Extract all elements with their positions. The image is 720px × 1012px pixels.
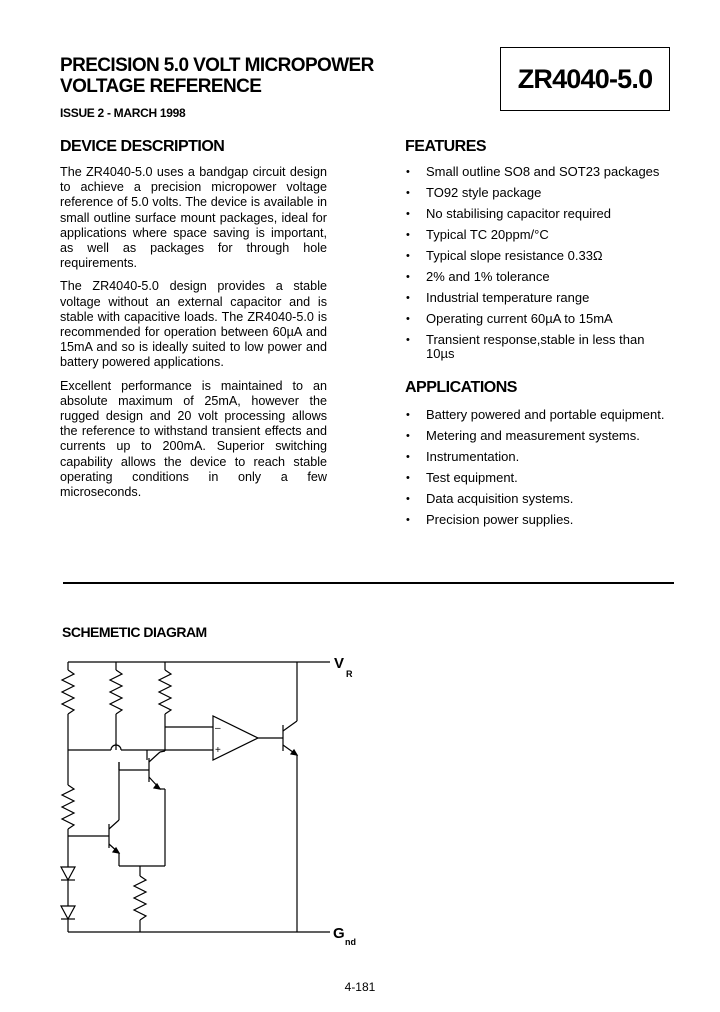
feature-item: • TO92 style package bbox=[405, 186, 675, 200]
application-item: • Data acquisition systems. bbox=[405, 492, 675, 506]
feature-item: • Typical TC 20ppm/°C bbox=[405, 228, 675, 242]
opamp-minus: – bbox=[215, 723, 221, 734]
features-heading: FEATURES bbox=[405, 138, 487, 155]
feature-item: • Typical slope resistance 0.33Ω bbox=[405, 249, 675, 263]
feature-item: • Small outline SO8 and SOT23 packages bbox=[405, 165, 675, 179]
application-item: • Test equipment. bbox=[405, 471, 675, 485]
schematic-heading: SCHEMETIC DIAGRAM bbox=[62, 624, 207, 640]
description-paragraph-2: The ZR4040-5.0 design provides a stable voltage without an external capacitor and is stable with capacitive loads. The ZR4040-5.0 is recommended for operation between 60µA and 15mA and so is ideally suited to low power and battery powered applications. bbox=[60, 279, 327, 370]
page-number: 4-181 bbox=[344, 980, 376, 994]
vr-subscript: R bbox=[346, 669, 353, 679]
feature-item: • Industrial temperature range bbox=[405, 291, 675, 305]
resistor-r2 bbox=[110, 670, 122, 714]
feature-item: • Operating current 60µA to 15mA bbox=[405, 312, 675, 326]
resistor-r1 bbox=[62, 670, 74, 714]
part-number: ZR4040-5.0 bbox=[517, 64, 653, 94]
application-item: • Precision power supplies. bbox=[405, 513, 675, 527]
gnd-subscript: nd bbox=[345, 937, 356, 947]
feature-item: • No stabilising capacitor required bbox=[405, 207, 675, 221]
opamp-plus: + bbox=[215, 745, 221, 756]
diode-d2 bbox=[61, 906, 75, 919]
issue-date: ISSUE 2 - MARCH 1998 bbox=[60, 106, 186, 120]
application-item: • Metering and measurement systems. bbox=[405, 429, 675, 443]
applications-heading: APPLICATIONS bbox=[405, 379, 517, 396]
resistor-r5 bbox=[134, 876, 146, 920]
feature-item: • 2% and 1% tolerance bbox=[405, 270, 675, 284]
device-description-heading: DEVICE DESCRIPTION bbox=[60, 138, 225, 155]
application-item: • Battery powered and portable equipment. bbox=[405, 408, 675, 422]
diode-d1 bbox=[61, 867, 75, 880]
feature-item: • Transient response,stable in less than 10µs bbox=[405, 333, 675, 361]
resistor-r3 bbox=[159, 670, 171, 714]
description-paragraph-3: Excellent performance is maintained to an absolute maximum of 25mA, however the rugged design and 20 volt processing allows the reference to withstand transient effects and currents up to 200mA. Superior switching capability allows the device to reach stable operating conditions in only a few microseconds. bbox=[60, 378, 327, 500]
vr-label: V bbox=[334, 655, 345, 672]
title-line-1: PRECISION 5.0 VOLT MICROPOWER bbox=[60, 55, 374, 76]
gnd-label: G bbox=[333, 925, 345, 942]
title-line-2: VOLTAGE REFERENCE bbox=[60, 76, 262, 97]
application-item: • Instrumentation. bbox=[405, 450, 675, 464]
description-paragraph-1: The ZR4040-5.0 uses a bandgap circuit design to achieve a precision micropower voltage reference of 5.0 volts. The device is available in small outline surface mount packages, ideal for applications where space saving is important, as well as packages for through hole requirements. bbox=[60, 165, 327, 271]
resistor-r4 bbox=[62, 785, 74, 829]
